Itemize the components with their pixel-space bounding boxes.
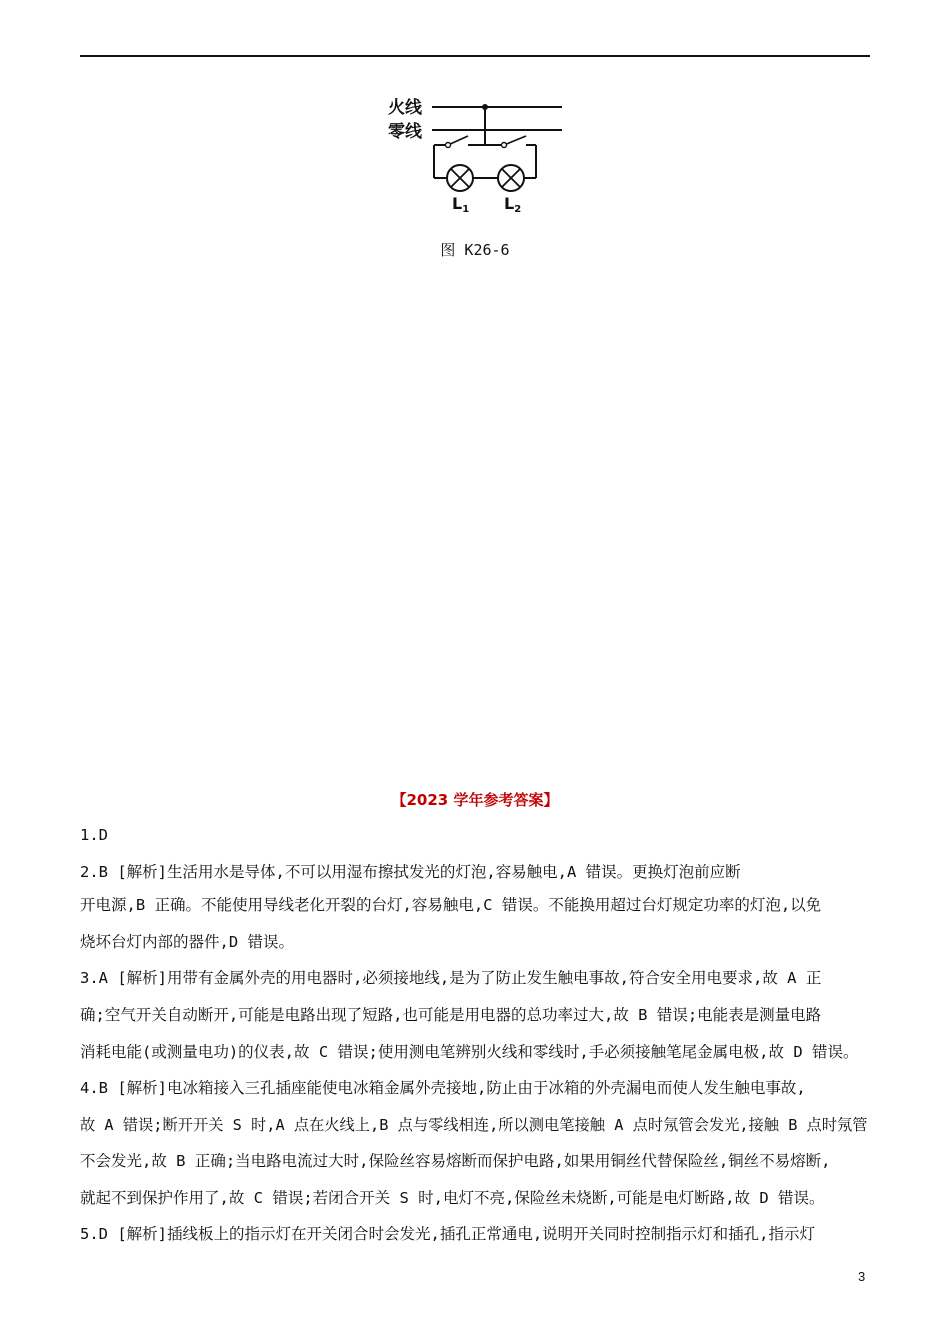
fire-wire-label: 火线 <box>388 98 422 118</box>
answers-title: 【2023 学年参考答案】 <box>391 791 559 809</box>
answer-line: 烧坏台灯内部的器件,D 错误。 <box>80 933 294 951</box>
answer-line: 开电源,B 正确。不能使用导线老化开裂的台灯,容易触电,C 错误。不能换用超过台灯规定功率的灯泡,以免 <box>80 896 822 914</box>
answer-line: 1.D <box>80 826 108 844</box>
page-number: 3 <box>858 1269 866 1284</box>
switch-2 <box>504 136 526 145</box>
answer-line: 故 A 错误;断开开关 S 时,A 点在火线上,B 点与零线相连,所以测电笔接触 A 点时氖管会发光,接触 B 点时氖管 <box>80 1116 868 1134</box>
answer-line: 4.B [解析]电冰箱接入三孔插座能使电冰箱金属外壳接地,防止由于冰箱的外壳漏电而使人发生触电事故, <box>80 1079 806 1097</box>
answer-line: 3.A [解析]用带有金属外壳的用电器时,必须接地线,是为了防止发生触电事故,符合安全用电要求,故 A 正 <box>80 969 822 987</box>
figure-caption: 图 K26-6 <box>440 241 510 259</box>
answer-line: 2.B [解析]生活用水是导体,不可以用湿布擦拭发光的灯泡,容易触电,A 错误。更换灯泡前应断 <box>80 863 741 881</box>
switch-1 <box>448 136 468 145</box>
zero-wire-label: 零线 <box>388 122 422 142</box>
answer-line: 不会发光,故 B 正确;当电路电流过大时,保险丝容易熔断而保护电路,如果用铜丝代替保险丝,铜丝不易熔断, <box>80 1152 831 1170</box>
answer-line: 消耗电能(或测量电功)的仪表,故 C 错误;使用测电笔辨别火线和零线时,手必须接触笔尾金属电极,故 D 错误。 <box>80 1043 859 1061</box>
answer-line: 5.D [解析]插线板上的指示灯在开关闭合时会发光,插孔正常通电,说明开关同时控制指示灯和插孔,指示灯 <box>80 1225 815 1243</box>
answer-line: 就起不到保护作用了,故 C 错误;若闭合开关 S 时,电灯不亮,保险丝未烧断,可能是电灯断路,故 D 错误。 <box>80 1189 825 1207</box>
answer-line: 确;空气开关自动断开,可能是电路出现了短路,也可能是用电器的总功率过大,故 B 错误;电能表是测量电路 <box>80 1006 822 1024</box>
lamp-2-label: L2 <box>504 194 522 215</box>
header-rule <box>80 55 870 57</box>
lamp-1-label: L1 <box>452 194 470 215</box>
circuit-diagram <box>380 92 570 222</box>
